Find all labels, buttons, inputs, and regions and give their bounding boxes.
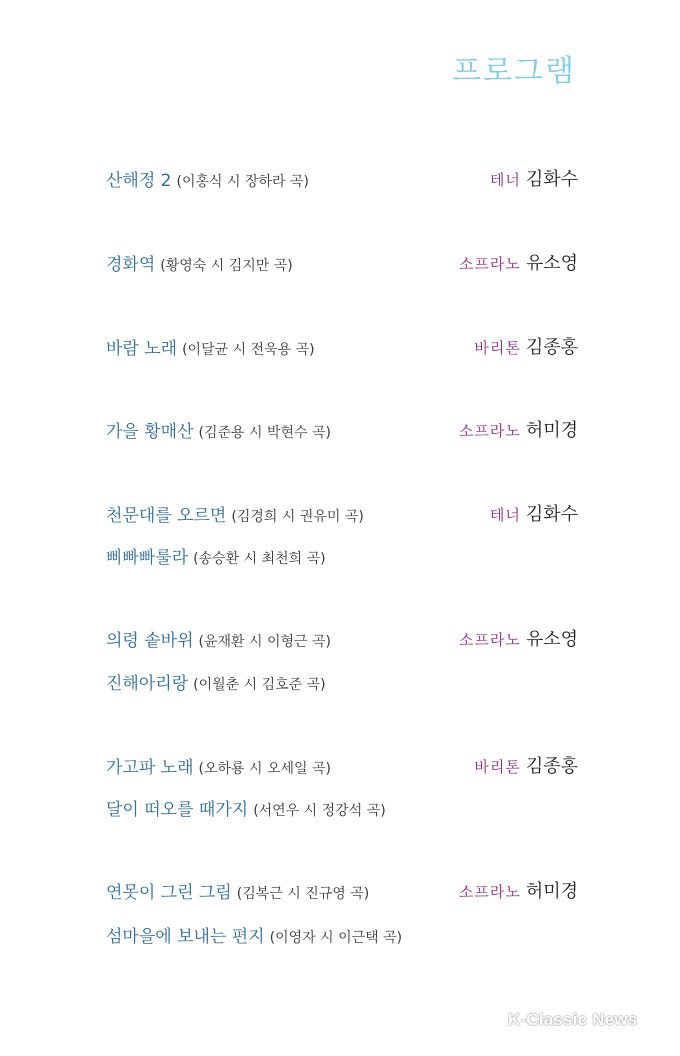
song-credits: (송승환 시 최천희 곡)	[193, 550, 326, 567]
song	[106, 878, 369, 903]
song-title: 의령 솥바위	[106, 630, 194, 651]
song-title: 섬마을에 보내는 편지	[106, 926, 265, 947]
song-credits: (윤재환 시 이형근 곡)	[198, 633, 331, 650]
voice-type: 테너	[489, 171, 521, 189]
performer	[474, 333, 578, 359]
performer-name: 김종홍	[525, 337, 578, 358]
performer-name: 김화수	[525, 169, 578, 190]
song-title: 경화역	[106, 254, 156, 275]
song	[106, 501, 364, 526]
voice-type: 바리톤	[474, 758, 521, 776]
song-credits: (이달균 시 전욱용 곡)	[182, 341, 315, 358]
voice-type: 소프라노	[458, 422, 521, 440]
performer-name: 유소영	[525, 253, 578, 274]
performer	[474, 752, 578, 778]
song-title: 달이 떠오를 때가지	[106, 799, 249, 820]
voice-type: 소프라노	[458, 631, 521, 649]
song	[106, 334, 315, 359]
program-item	[106, 499, 578, 527]
song-title: 산해정 2	[106, 170, 172, 191]
song-credits: (황영숙 시 김지만 곡)	[160, 257, 293, 274]
song	[106, 795, 386, 820]
song	[106, 669, 326, 694]
song-title: 바람 노래	[106, 338, 178, 359]
program-item	[106, 248, 578, 276]
voice-type: 소프라노	[458, 255, 521, 273]
performer	[459, 877, 578, 903]
song-credits: (김준용 시 박현수 곡)	[198, 424, 331, 441]
song	[106, 753, 331, 778]
performer	[459, 249, 578, 275]
song	[106, 543, 326, 568]
performer-name: 김화수	[525, 504, 578, 525]
program-item	[106, 624, 578, 652]
program-item	[106, 415, 578, 443]
program-item	[106, 164, 578, 192]
program-item	[106, 667, 578, 695]
program-item	[106, 541, 578, 569]
performer	[459, 416, 578, 442]
song-credits: (이월춘 시 김호준 곡)	[193, 676, 326, 693]
performer-name: 허미경	[525, 881, 578, 902]
song-title: 가고파 노래	[106, 757, 194, 778]
performer-name: 김종홍	[525, 756, 578, 777]
performer	[459, 625, 578, 651]
voice-type: 소프라노	[458, 883, 521, 901]
song-title: 진해아리랑	[106, 673, 189, 694]
program-item	[106, 332, 578, 360]
program-item	[106, 793, 578, 821]
song	[106, 626, 331, 651]
song	[106, 922, 402, 947]
song	[106, 166, 309, 191]
song-credits: (오하룡 시 오세일 곡)	[198, 760, 331, 777]
song-credits: (이영자 시 이근택 곡)	[269, 929, 403, 946]
performer	[490, 500, 578, 526]
page-title: 프로그램	[452, 54, 576, 89]
watermark: K-Classic News	[508, 1010, 638, 1029]
performer-name: 허미경	[525, 420, 578, 441]
song-credits: (김복근 시 진규영 곡)	[236, 885, 370, 902]
program-item	[106, 751, 578, 779]
song	[106, 417, 331, 442]
song-title: 천문대를 오르면	[106, 505, 227, 526]
song	[106, 250, 293, 275]
program-item	[106, 920, 578, 948]
voice-type: 바리톤	[474, 339, 521, 357]
song-title: 삐빠빠룰라	[106, 547, 189, 568]
performer	[490, 165, 578, 191]
song-title: 연못이 그린 그림	[106, 882, 232, 903]
song-credits: (서연우 시 정강석 곡)	[253, 802, 386, 819]
voice-type: 테너	[489, 506, 521, 524]
song-credits: (김경희 시 권유미 곡)	[231, 508, 364, 525]
program-item	[106, 876, 578, 904]
performer-name: 유소영	[525, 629, 578, 650]
song-credits: (이홍식 시 장하라 곡)	[176, 173, 309, 190]
song-title: 가을 황매산	[106, 421, 194, 442]
